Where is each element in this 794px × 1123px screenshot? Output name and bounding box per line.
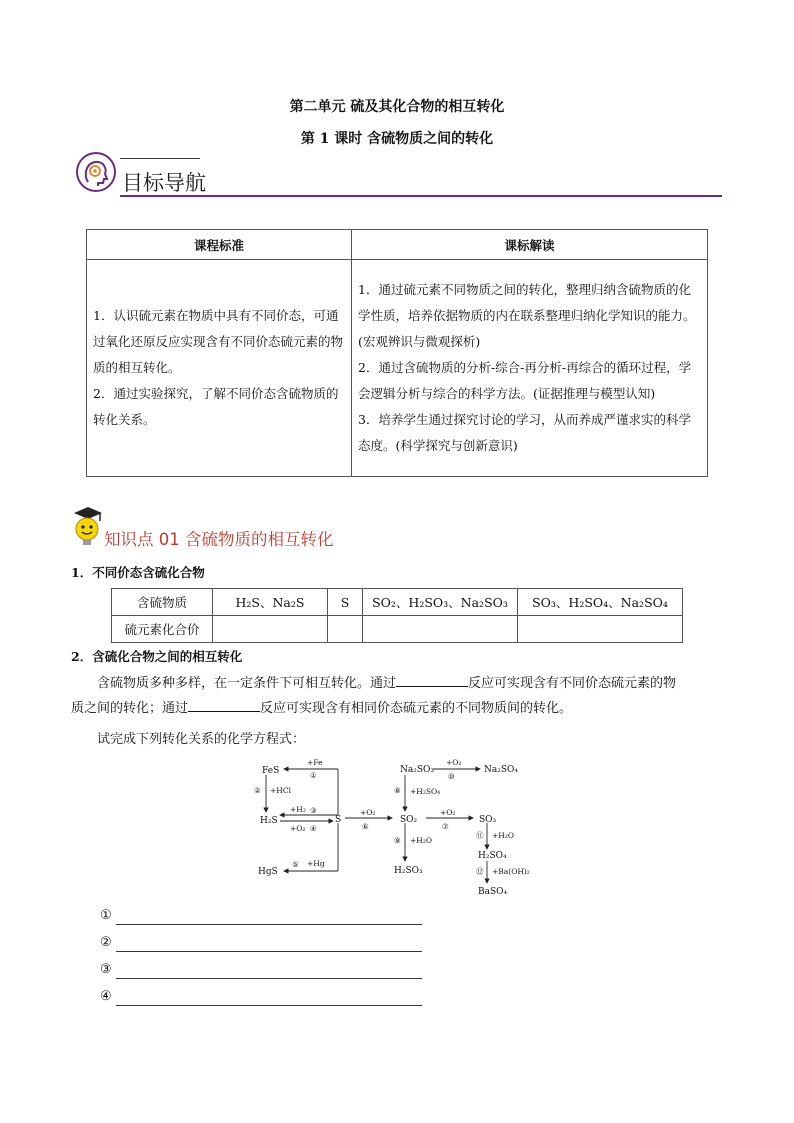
standard-item: 1．认识硫元素在物质中具有不同价态，可通过氧化还原反应实现含有不同价态硫元素的物质的相互转化。 [93,308,344,375]
node-HgS: HgS [258,867,278,877]
course-standard-cell [87,260,352,477]
answer-underline [116,1005,422,1006]
table-cell: SO₃、H₂SO₄、Na₂SO₄ [518,589,683,616]
answer-line[interactable] [100,989,112,1004]
section-rule [120,195,722,197]
label-r10: +O₂ [446,758,462,767]
table-cell: S [328,589,363,616]
answer-underline [116,924,422,925]
table-cell: 硫元素化合价 [112,616,213,643]
prompt-text: 试完成下列转化关系的化学方程式： [97,732,306,747]
standard-item: 2．通过实验探究，了解不同价态含硫物质的转化关系。 [93,386,339,427]
para-text: 反应可实现含有不同价态硫元素的物 [468,676,677,691]
node-Na2SO3: Na₂SO₃ [400,765,435,775]
answer-number: ② [100,935,112,950]
standards-table [86,229,708,477]
part2-heading: 2．含硫化合物之间的相互转化 [71,649,243,664]
label-r7: +O₂ [440,808,456,817]
label-r9: +H₂O [410,836,432,845]
table-cell: H₂S、Na₂S [213,589,328,616]
label-n11: ⑪ [476,831,484,840]
label-n4: ④ [310,824,317,833]
brain-head-icon [76,152,116,194]
node-Na2SO4: Na₂SO₄ [484,765,519,775]
label-r4: +O₂ [290,824,306,833]
table-cell [363,616,518,643]
knowledge-point-title: 知识点 01 含硫物质的相互转化 [104,530,334,549]
label-n5: ⑤ [292,860,299,869]
label-r6: +O₂ [360,808,376,817]
standard-reading-cell [352,260,708,477]
node-SO3: SO₃ [479,815,497,825]
answer-number: ① [100,908,112,923]
para-text: 含硫物质多种多样，在一定条件下可相互转化。通过 [97,676,397,691]
lesson-title: 第 1 课时 含硫物质之间的转化 [300,131,494,147]
answer-number: ④ [100,989,112,1004]
fill-blank[interactable] [188,697,260,712]
answer-line[interactable] [100,962,112,977]
reading-item: 3．培养学生通过探究讨论的学习，从而养成严谨求实的科学态度。(科学探究与创新意识) [358,412,691,453]
node-H2SO4: H₂SO₄ [478,851,507,861]
label-n7: ⑦ [442,822,449,831]
label-n1: ① [310,771,317,780]
label-n2: ② [254,786,261,795]
label-n10: ⑩ [448,772,455,781]
node-FeS: FeS [262,766,280,776]
node-H2S: H₂S [260,816,278,826]
header-standard-reading: 课标解读 [352,230,708,260]
label-n3: ③ [310,806,317,815]
section-top-line [120,158,200,159]
node-S: S [335,815,342,825]
label-n9: ⑨ [394,836,401,845]
label-r3: +H₂ [290,805,306,814]
label-r2: +HCl [270,786,291,795]
part1-heading: 1．不同价态含硫化合物 [71,565,205,580]
table-cell [518,616,683,643]
label-n8: ⑧ [394,786,401,795]
label-r5: +Hg [307,859,325,868]
label-r11: +H₂O [492,831,514,840]
table-cell: SO₂、H₂SO₃、Na₂SO₃ [363,589,518,616]
fill-blank[interactable] [396,672,468,687]
reading-item: 2．通过含硫物质的分析-综合-再分析-再综合的循环过程，学会逻辑分析与综合的科学方法。(证据推理与模型认知) [358,360,692,401]
table-cell [213,616,328,643]
section-title: 目标导航 [122,171,206,195]
table-row [112,589,683,616]
node-SO2: SO₂ [400,815,418,825]
valence-table [111,588,683,643]
label-r8: +H₂SO₄ [410,787,441,796]
table-cell [328,616,363,643]
label-r1: +Fe [307,758,323,767]
conversion-diagram [250,755,550,903]
table-cell: 含硫物质 [112,589,213,616]
node-H2SO3: H₂SO₃ [394,866,423,876]
para-text: 质之间的转化；通过 [71,701,189,716]
answer-line[interactable] [100,935,112,950]
table-row [112,616,683,643]
unit-title: 第二单元 硫及其化合物的相互转化 [289,99,505,115]
label-n12: ⑫ [476,867,484,876]
label-n6: ⑥ [362,822,369,831]
answer-number: ③ [100,962,112,977]
header-course-standard: 课程标准 [87,230,352,260]
graduate-bulb-icon [70,505,106,547]
para-text: 反应可实现含有相同价态硫元素的不同物质间的转化。 [260,701,573,716]
answer-underline [116,951,422,952]
reading-item: 1．通过硫元素不同物质之间的转化，整理归纳含硫物质的化学性质，培养依据物质的内在联系整理归纳化学知识的能力。(宏观辨识与微观探析) [358,282,696,349]
paragraph [71,671,731,721]
answer-line[interactable] [100,908,112,923]
node-BaSO4: BaSO₄ [478,887,508,897]
label-r12: +Ba(OH)₂ [492,867,530,876]
answer-underline [116,978,422,979]
